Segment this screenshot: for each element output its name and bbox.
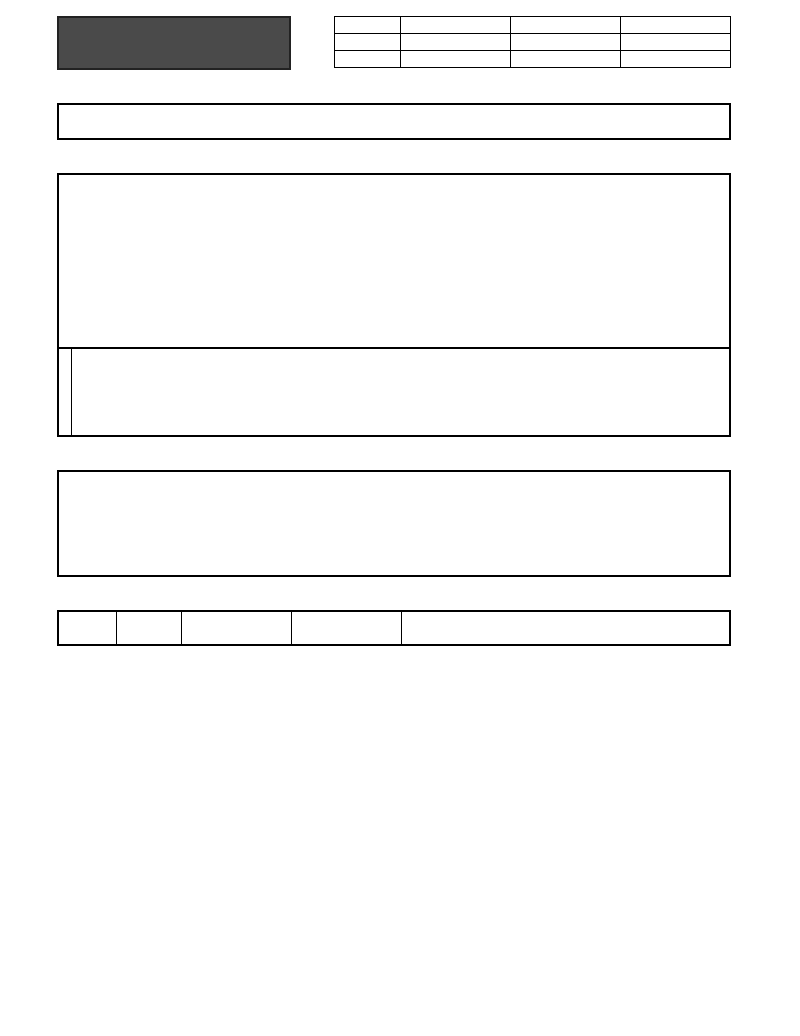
signature-checked [511,34,621,51]
changes-table [57,610,731,646]
approval-corner [335,17,401,34]
approval-col-checked [511,17,621,34]
date-label [335,51,401,68]
approval-col-drawn [401,17,511,34]
note-divider [57,347,731,349]
signature-label [335,34,401,51]
model-box [57,103,731,140]
signature-header [181,611,291,645]
date-drawn [401,51,511,68]
change-contents-header [401,611,730,645]
note-label-divider [71,348,72,436]
signature-drawn [401,34,511,51]
rev-number-header [58,611,116,645]
date-header [116,611,181,645]
date-approved [621,51,731,68]
changes-footer-row [58,611,730,645]
signature-approved [621,34,731,51]
origin-box [57,470,731,577]
approval-table [334,16,731,68]
document-title [57,16,291,70]
printing-box [57,173,731,437]
date-checked [511,51,621,68]
approval-col-approved [621,17,731,34]
eco-number-header [291,611,401,645]
